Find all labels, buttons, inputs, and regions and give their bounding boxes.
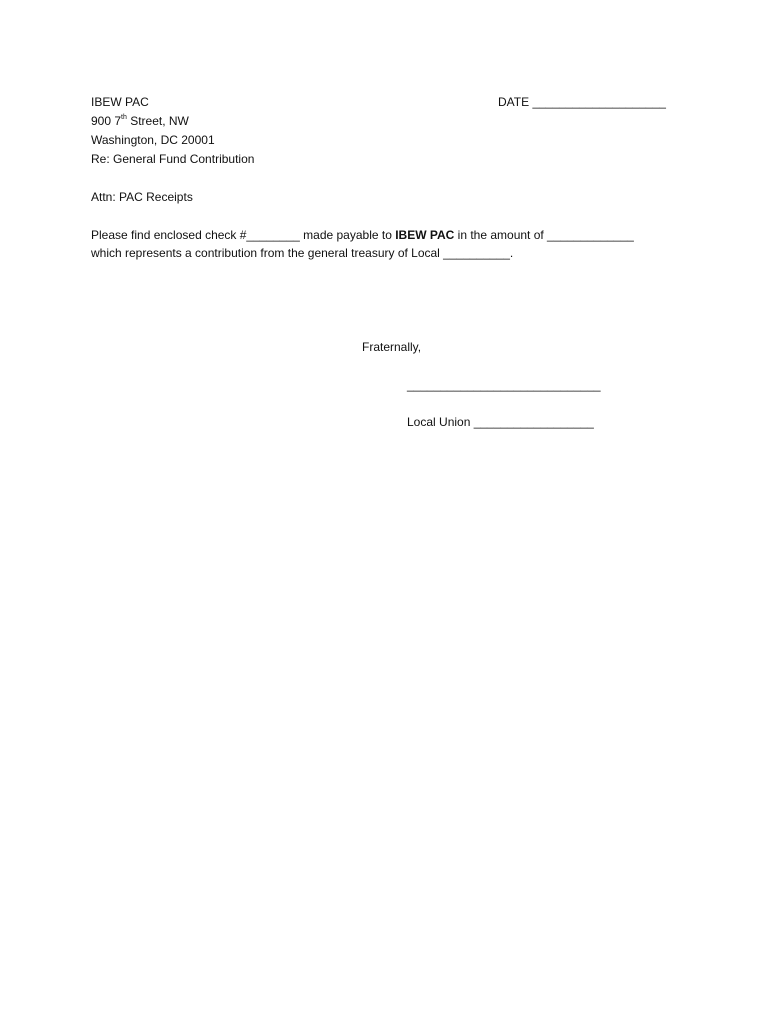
date-field: DATE ____________________ [498, 95, 666, 109]
attention-line: Attn: PAC Receipts [91, 190, 193, 204]
signature-line: _____________________________ [407, 378, 601, 392]
closing: Fraternally, [362, 340, 422, 354]
body-line-2: which represents a contribution from the general treasury of Local __________. [91, 246, 514, 260]
body-line-1-end: in the amount of _____________ [454, 228, 634, 242]
body-line-1 [91, 227, 634, 243]
street-ordinal: th [121, 114, 127, 121]
recipient-city: Washington, DC 20001 [91, 133, 215, 147]
recipient-name: IBEW PAC [91, 95, 149, 109]
street-number: 900 7 [91, 114, 122, 128]
body-line-1-start: Please find enclosed check #________ made payable to [91, 228, 396, 242]
payee-name: IBEW PAC [395, 228, 455, 242]
subject-line: Re: General Fund Contribution [91, 152, 255, 166]
recipient-street [91, 113, 189, 129]
street-name: Street, NW [126, 114, 189, 128]
local-union-line: Local Union __________________ [407, 415, 594, 429]
